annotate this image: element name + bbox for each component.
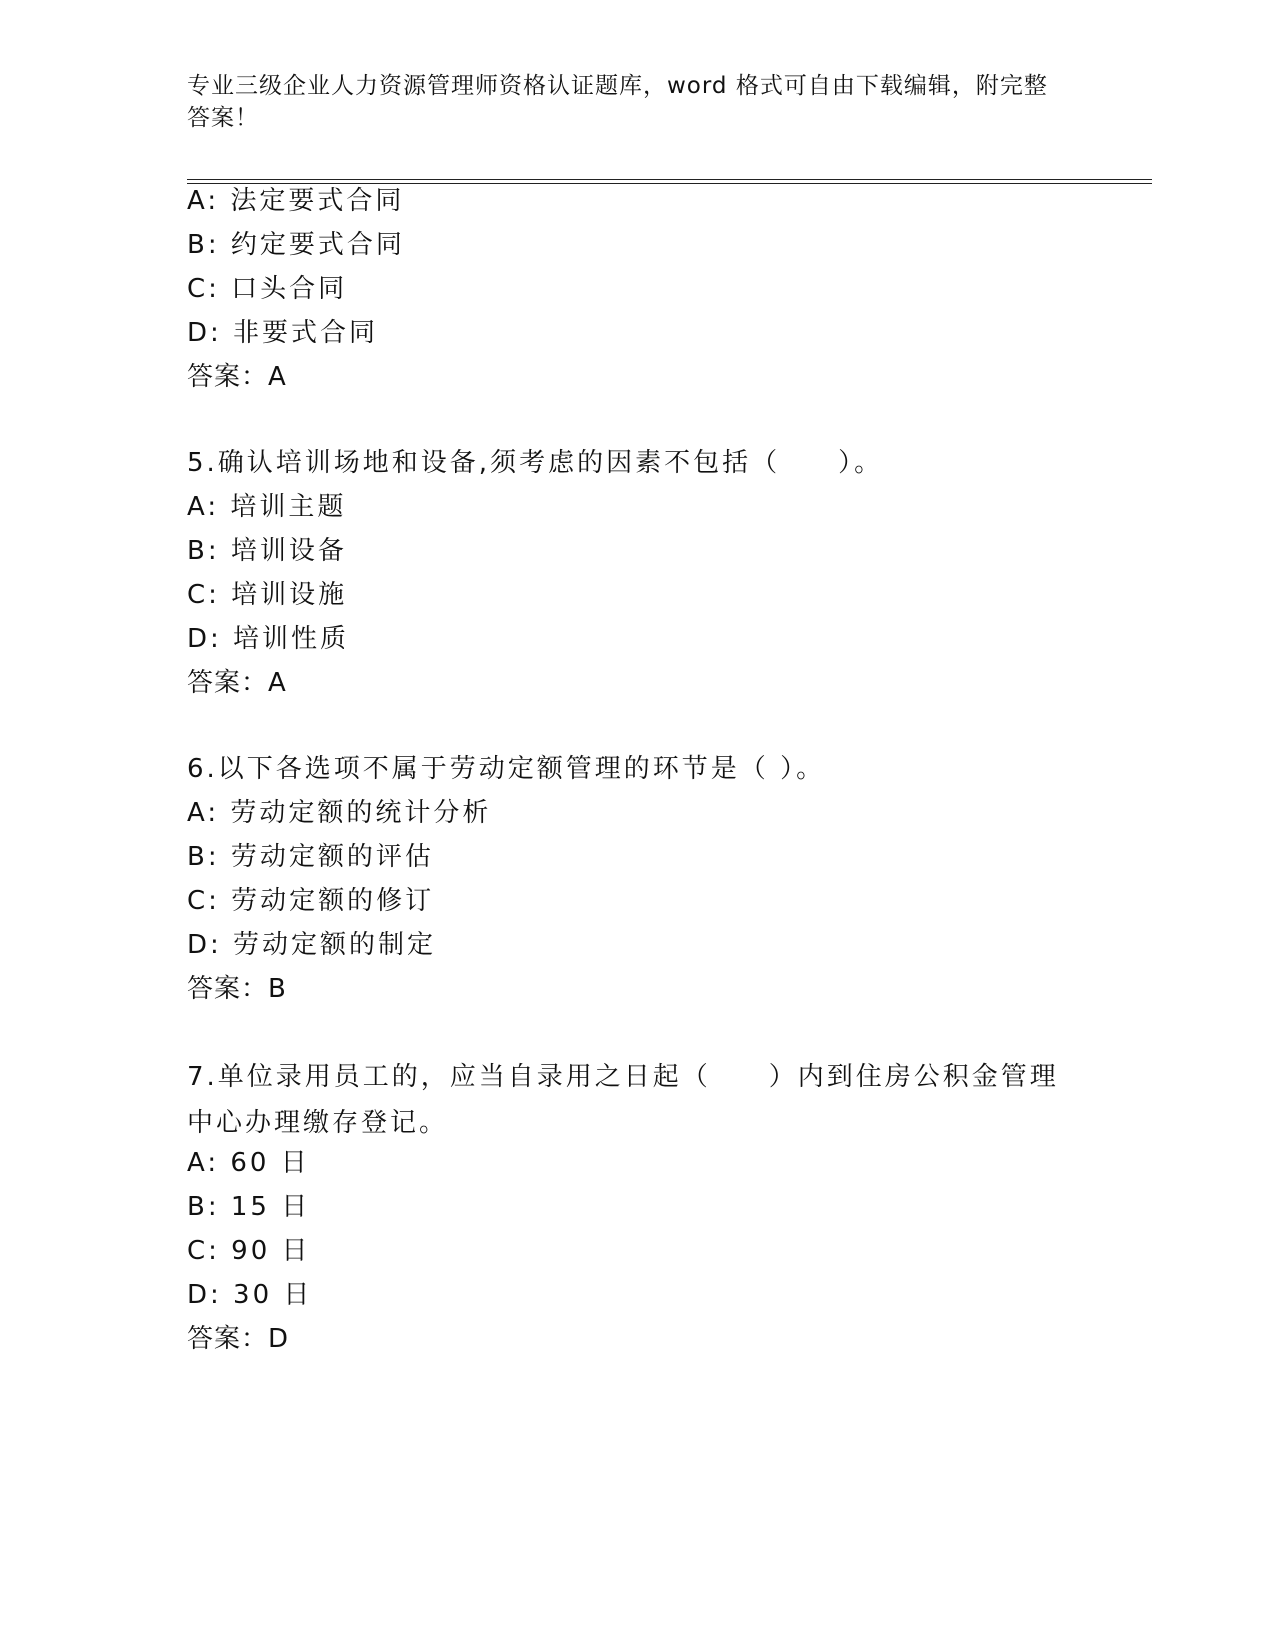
- q6-option-c: C: 劳动定额的修订: [187, 886, 435, 916]
- header-rule-top: [187, 179, 1152, 180]
- q6-question: 6.以下各选项不属于劳动定额管理的环节是（ ）。: [187, 754, 826, 784]
- q7-option-d: D: 30 日: [187, 1280, 313, 1310]
- q4-answer: 答案：A: [187, 362, 287, 392]
- q5-answer: 答案：A: [187, 668, 287, 698]
- q7-question: 7.单位录用员工的，应当自录用之日起（ ）内到住房公积金管理中心办理缴存登记。: [187, 1062, 1059, 1138]
- q7-option-b: B: 15 日: [187, 1192, 311, 1222]
- q7-answer: 答案：D: [187, 1324, 290, 1354]
- q6-option-b: B: 劳动定额的评估: [187, 842, 434, 872]
- q5-option-c: C: 培训设施: [187, 580, 348, 610]
- q5-option-a: A: 培训主题: [187, 492, 347, 522]
- q7-option-a: A: 60 日: [187, 1148, 310, 1178]
- q7-option-c: C: 90 日: [187, 1236, 311, 1266]
- document-header: 专业三级企业人力资源管理师资格认证题库，word 格式可自由下载编辑，附完整答案！: [187, 73, 1048, 131]
- q5-option-d: D: 培训性质: [187, 624, 350, 654]
- q4-option-d: D: 非要式合同: [187, 318, 379, 348]
- q4-option-a: A: 法定要式合同: [187, 186, 405, 216]
- q4-option-b: B: 约定要式合同: [187, 230, 405, 260]
- q4-option-c: C: 口头合同: [187, 274, 348, 304]
- q6-answer: 答案：B: [187, 974, 287, 1004]
- q5-option-b: B: 培训设备: [187, 536, 347, 566]
- q5-question: 5.确认培训场地和设备,须考虑的因素不包括（ ）。: [187, 448, 884, 478]
- q6-option-d: D: 劳动定额的制定: [187, 930, 437, 960]
- q6-option-a: A: 劳动定额的统计分析: [187, 798, 492, 828]
